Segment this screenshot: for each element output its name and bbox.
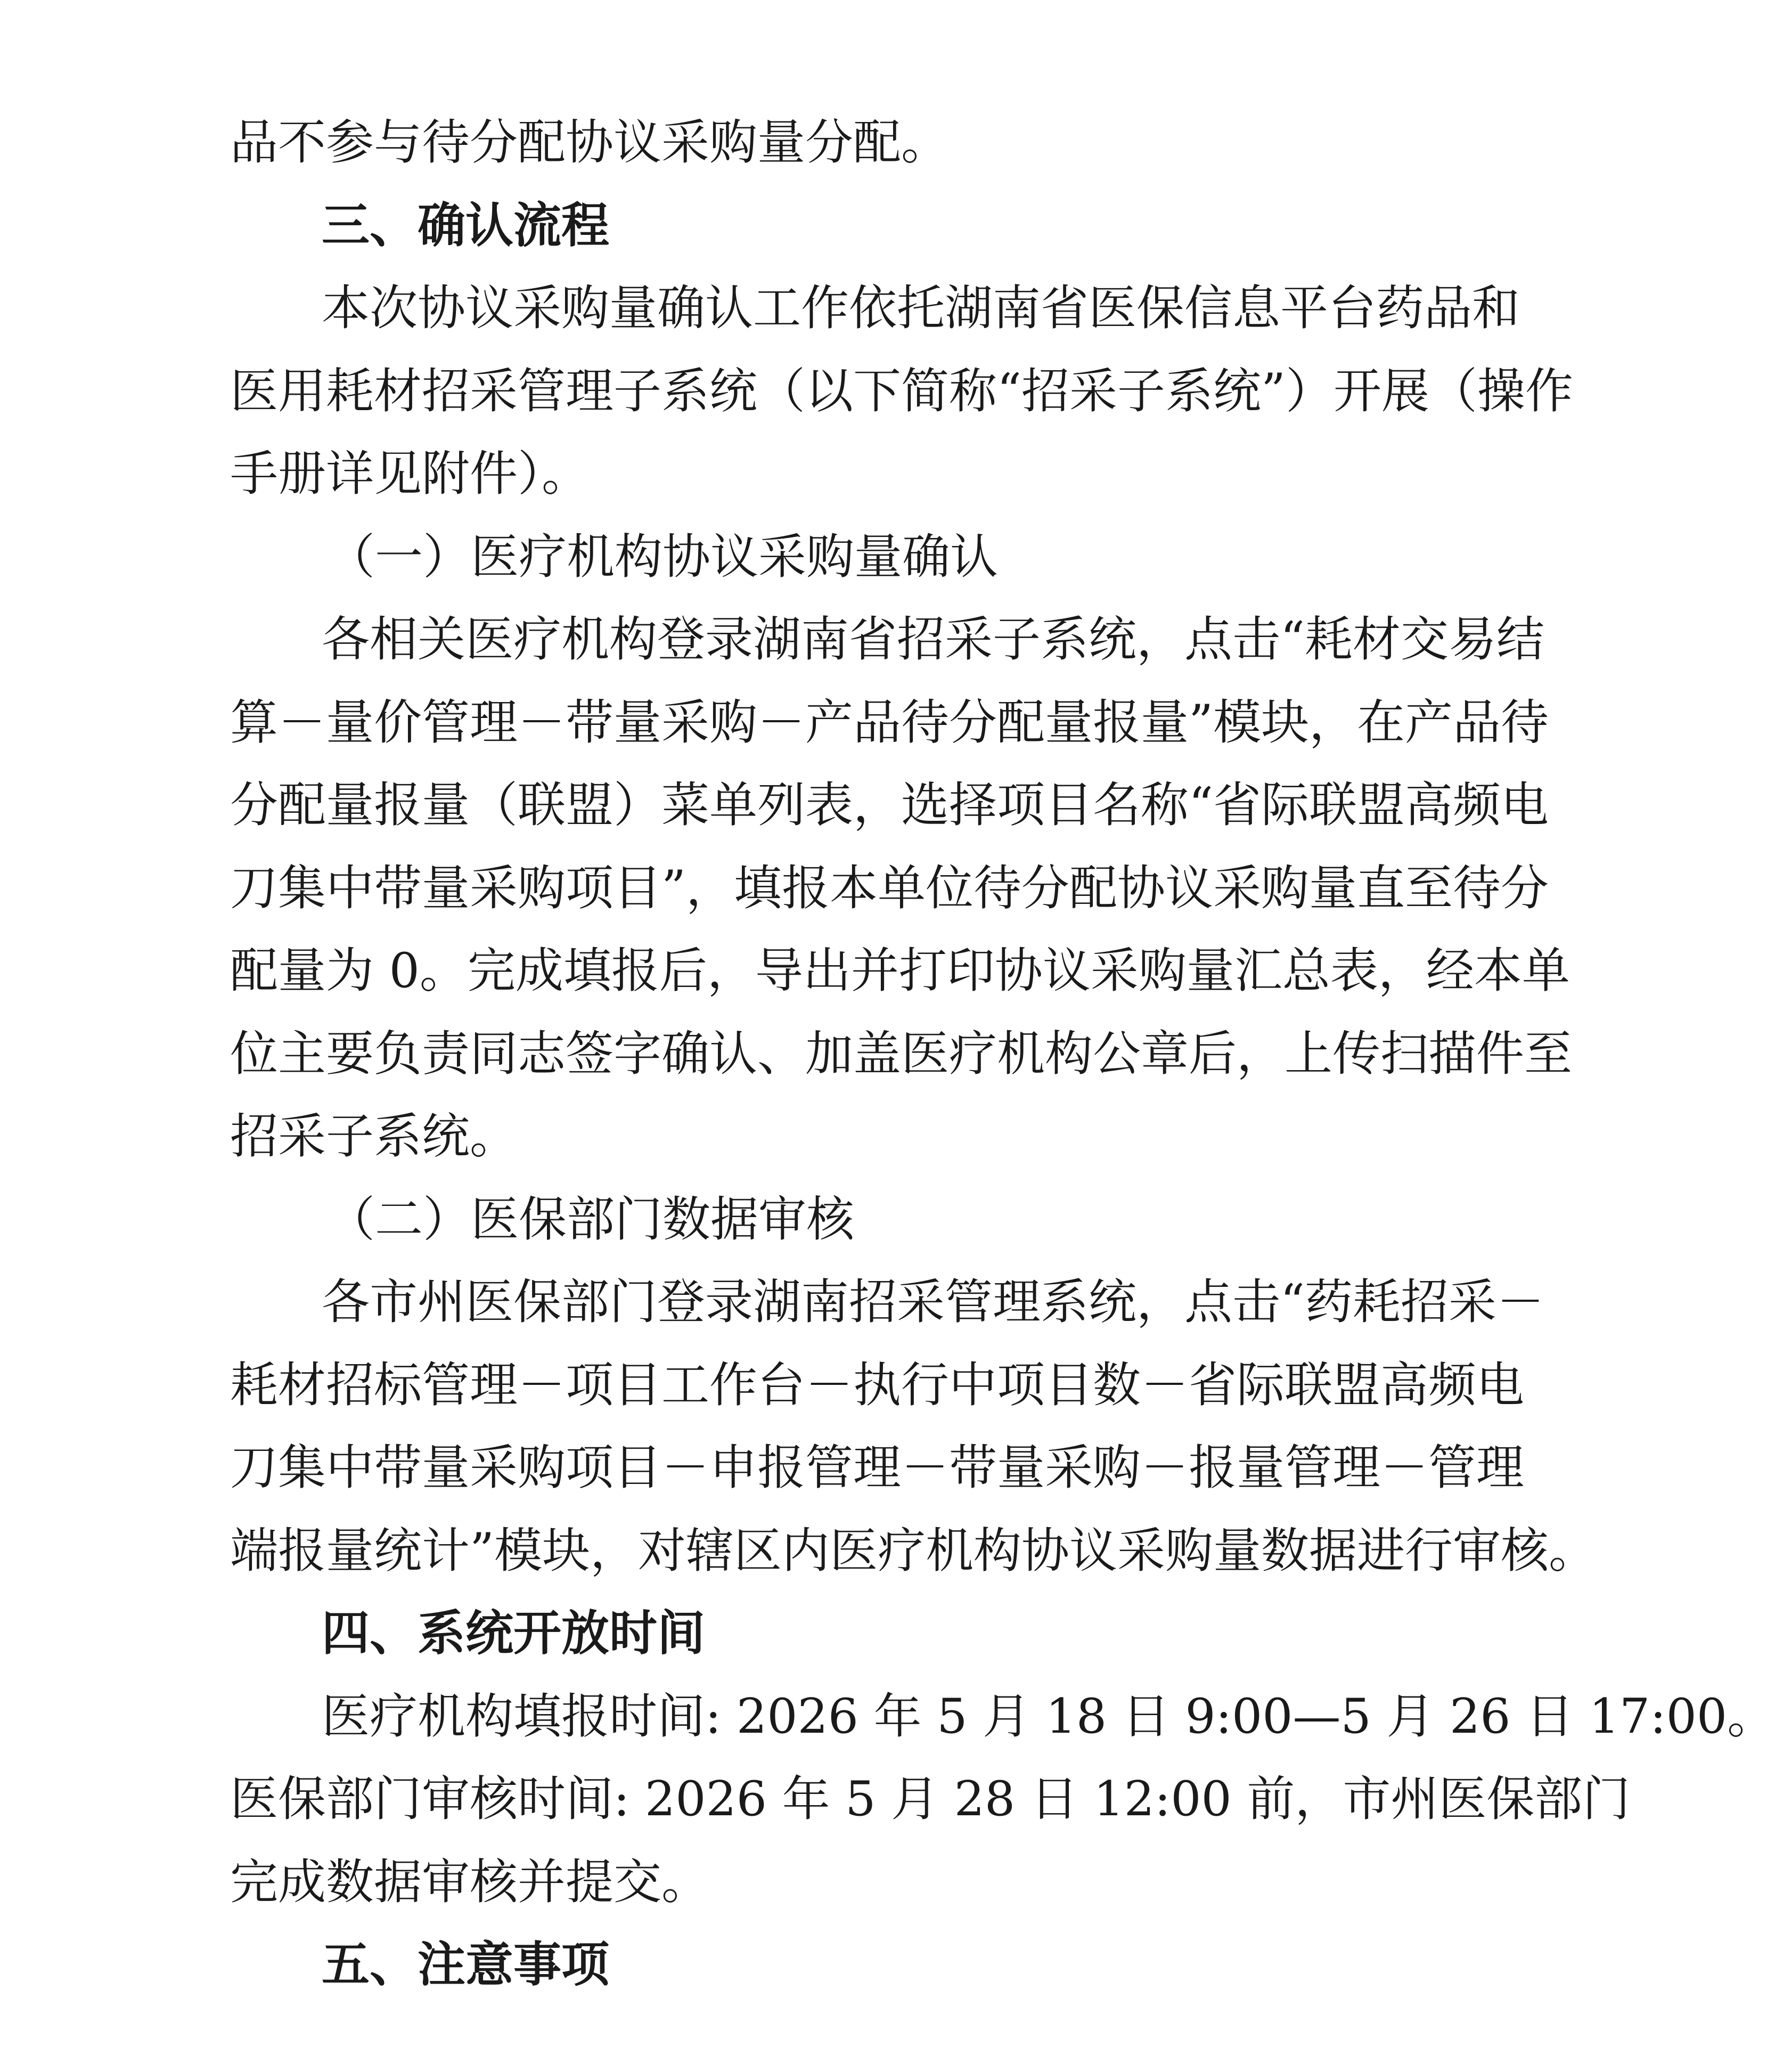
body-text-line: 手册详见附件）。 <box>230 446 590 502</box>
body-text-line: 各市州医保部门登录湖南招采管理系统，点击“药耗招采－ <box>322 1274 1545 1330</box>
subsection-heading-1: （一）医疗机构协议采购量确认 <box>327 528 998 585</box>
section-heading-4: 四、系统开放时间 <box>322 1605 705 1661</box>
body-text-line: 耗材招标管理－项目工作台－执行中项目数－省际联盟高频电 <box>230 1357 1524 1413</box>
section-heading-3: 三、确认流程 <box>322 197 609 254</box>
body-text-line: 医保部门审核时间: 2026 年 5 月 28 日 12:00 前，市州医保部门 <box>230 1771 1631 1827</box>
body-text-line: 端报量统计”模块，对辖区内医疗机构协议采购量数据进行审核。 <box>230 1522 1597 1579</box>
body-text-line: 刀集中带量采购项目”，填报本单位待分配协议采购量直至待分 <box>230 860 1549 916</box>
body-text-line: 配量为 0。完成填报后，导出并打印协议采购量汇总表，经本单 <box>230 943 1570 999</box>
body-text-line: 医用耗材招采管理子系统（以下简称“招采子系统”）开展（操作 <box>230 363 1574 419</box>
body-text-line: 完成数据审核并提交。 <box>230 1854 709 1910</box>
body-text-line: 刀集中带量采购项目－申报管理－带量采购－报量管理－管理 <box>230 1440 1524 1496</box>
body-text-line: 分配量报量（联盟）菜单列表，选择项目名称“省际联盟高频电 <box>230 777 1549 833</box>
body-text-line: 本次协议采购量确认工作依托湖南省医保信息平台药品和 <box>322 280 1520 336</box>
body-text-line: 各相关医疗机构登录湖南省招采子系统，点击“耗材交易结 <box>322 611 1545 667</box>
body-text-line: 品不参与待分配协议采购量分配。 <box>230 115 949 170</box>
body-text-line: 招采子系统。 <box>230 1108 518 1164</box>
document-page <box>230 101 1775 2006</box>
subsection-heading-2: （二）医保部门数据审核 <box>327 1191 854 1247</box>
section-heading-5: 五、注意事项 <box>322 1937 609 1993</box>
body-text-line: 位主要负责同志签字确认、加盖医疗机构公章后，上传扫描件至 <box>230 1025 1572 1082</box>
body-text-line: 算－量价管理－带量采购－产品待分配量报量”模块，在产品待 <box>230 694 1549 751</box>
body-text-line: 医疗机构填报时间: 2026 年 5 月 18 日 9:00—5 月 26 日 17:00。 <box>322 1688 1775 1744</box>
